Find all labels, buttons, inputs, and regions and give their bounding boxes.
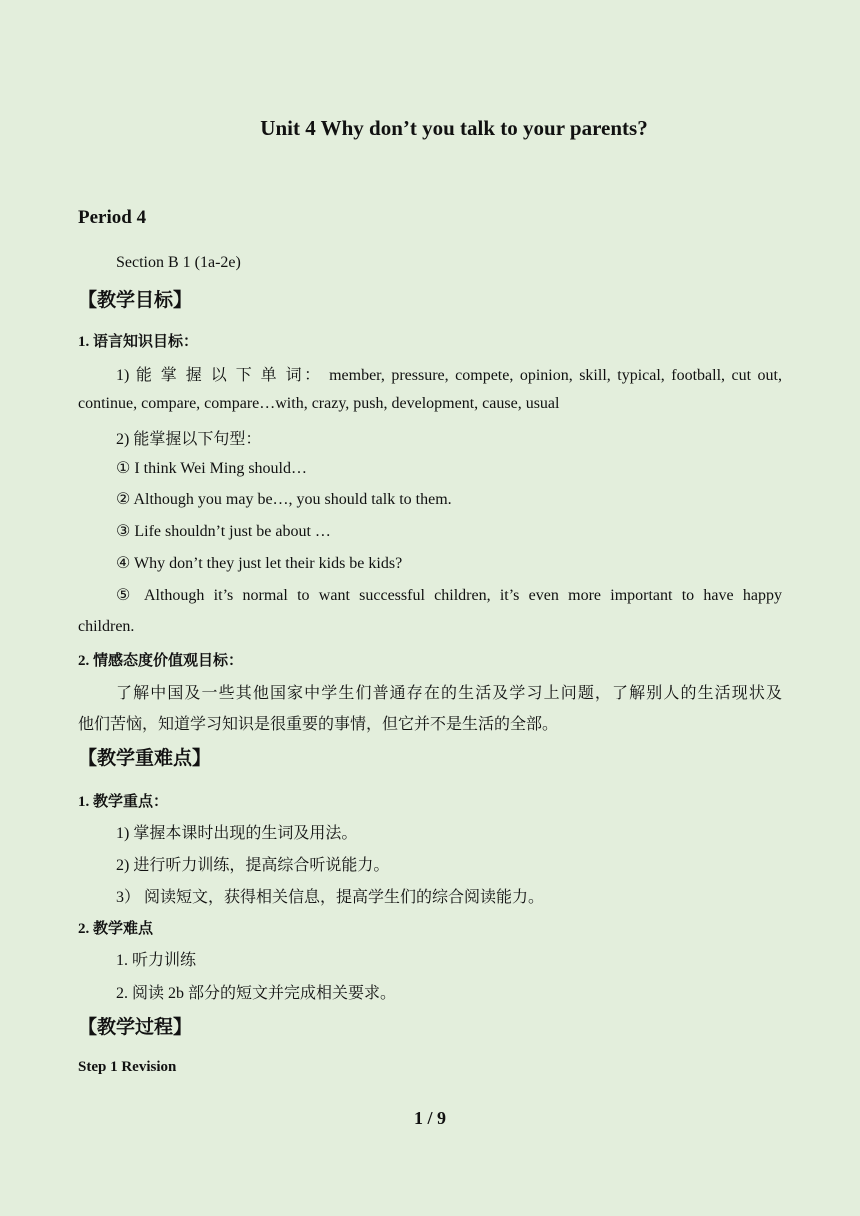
objective-1-heading: 1. 语言知识目标： <box>78 334 199 350</box>
document-title: Unit 4 Why don’t you talk to your parents? <box>260 116 648 140</box>
difficult-point-2: 2. 阅读 2b 部分的短文并完成相关要求。 <box>116 985 397 1002</box>
objective-1-item-2: 2) 能掌握以下句型： <box>116 431 262 448</box>
sentence-pattern-4: ④ Why don’t they just let their kids be kids? <box>116 555 403 572</box>
difficult-points-heading: 2. 教学难点 <box>78 921 154 937</box>
difficult-point-1: 1. 听力训练 <box>116 952 197 969</box>
key-point-2: 2) 进行听力训练，提高综合听说能力。 <box>116 857 390 874</box>
period-label: Period 4 <box>78 207 147 228</box>
section-label: Section B 1 (1a-2e) <box>116 254 241 271</box>
heading-objectives: 【教学目标】 <box>78 290 193 311</box>
key-point-1: 1) 掌握本课时出现的生词及用法。 <box>116 825 358 842</box>
sentence-pattern-1: ① I think Wei Ming should… <box>116 460 307 477</box>
sentence-pattern-2: ② Although you may be…, you should talk to them. <box>116 491 452 508</box>
page-number: 1 / 9 <box>413 1108 446 1128</box>
objective-2-line-1: 了解中国及一些其他国家中学生们普通存在的生活及学习上问题，了解别人的生活现状及 <box>116 685 782 702</box>
step-1-heading: Step 1 Revision <box>78 1059 177 1075</box>
heading-key-points: 【教学重难点】 <box>78 748 212 769</box>
key-point-3: 3） 阅读短文，获得相关信息，提高学生们的综合阅读能力。 <box>116 889 545 906</box>
objective-1-item-1-line-2: continue, compare, compare…with, crazy, push, development, cause, usual <box>78 395 560 412</box>
objective-1-item-1-line-1: 1) 能 掌 握 以 下 单 词： member, pressure, compete, opinion, skill, typical, football, cut out, <box>116 367 782 384</box>
sentence-pattern-5-line-2: children. <box>78 618 135 635</box>
objective-2-heading: 2. 情感态度价值观目标： <box>78 653 244 669</box>
sentence-pattern-5-line-1: ⑤ Although it’s normal to want successful children, it’s even more important to have happy <box>116 587 782 604</box>
objective-2-line-2: 他们苦恼，知道学习知识是很重要的事情，但它并不是生活的全部。 <box>78 716 559 733</box>
key-points-heading: 1. 教学重点： <box>78 794 169 810</box>
sentence-pattern-3: ③ Life shouldn’t just be about … <box>116 523 331 540</box>
heading-teaching-process: 【教学过程】 <box>78 1017 193 1038</box>
